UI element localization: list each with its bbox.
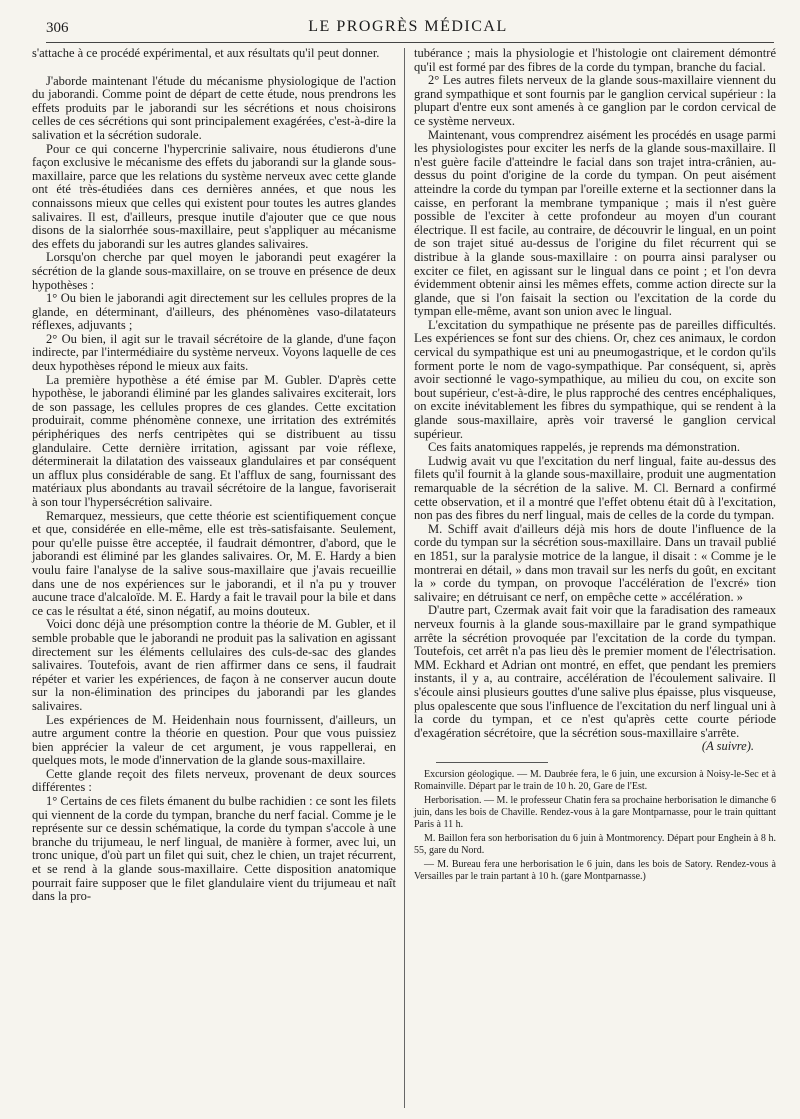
paragraph: La première hypothèse a été émise par M. Gubler. D'après cette hypothèse, le jaborandi éliminé par les glandes salivaires exciterait, lors de son passage, les cellules propres de ces glandes. Cette excitation produirait, comme phénomène connexe, une irritation des extrémités périphériques des nerfs centripètes qui se distribuent au tissu glandulaire. Cette dernière irritation, agissant par voie réflexe, déterminerait la dilatation des vaisseaux glandulaires et par conséquent un afflux plus considérable de sang. Et l'afflux de sang, fournissant des matériaux plus abondants au travail sécrétoire de la langue, favoriserait à son tour l'hypersécrétion salivaire.: [32, 372, 396, 509]
header-rule: [46, 42, 774, 43]
running-title: LE PROGRÈS MÉDICAL: [308, 18, 508, 35]
paragraph: 1° Ou bien le jaborandi agit directement sur les cellules propres de la glande, en déterminant, d'ailleurs, des phénomènes vaso-dilatateurs réflexes, adjuvants ;: [32, 291, 396, 333]
news-item: Excursion géologique. — M. Daubrée fera, le 6 juin, une excursion à Noisy-le-Sec et à Romainville. Départ par le train de 10 h. 20, Gare de l'Est.: [414, 768, 776, 792]
paragraph: M. Schiff avait d'ailleurs déjà mis hors de doute l'influence de la corde du tympan sur la sécrétion sous-maxillaire. Dans un travail publié en 1851, sur la paralysie motrice de la langue, il disait : « Comme je le montrerai en détail, » dans mon travail sur les nerfs du goût, en excitant la » corde du tympan, on provoque l'accélération de l'excré» tion salivaire; en détruisant ce nerf, on empêche cette » accélération. »: [414, 521, 776, 604]
paragraph: Maintenant, vous comprendrez aisément les procédés en usage parmi les physiologistes pour exciter les nerfs de la glande sous-maxillaire. Il n'est guère facile d'atteindre le facial dans son trajet intra-crânien, au-dessus du point d'origine de la corde du tympan. On peut aisément atteindre la corde du tympan par l'oreille externe et la sectionner dans la caisse, en perforant la membrane tympanique ; mais il n'est guère possible de l'exciter à cette profondeur au moyen d'un courant électrique. Il est facile, au contraire, de découvrir le lingual, en un point de son trajet situé au-dessus de l'origine du filet récurrent qui se distribue à la glande sous-maxillaire : on pourra ainsi paralyser ou exciter ce filet, en agissant sur le lingual dans ce point ; et l'on devra évidemment obtenir ainsi les mêmes effets, comme action directe sur la glande, que si l'on faisait la section ou l'excitation de la corde du tympan elle-même, avant son union avec le lingual.: [414, 127, 776, 319]
paragraph: Ces faits anatomiques rappelés, je reprends ma démonstration.: [428, 440, 741, 455]
paragraph: Voici donc déjà une présomption contre la théorie de M. Gubler, et il semble probable que le jaborandi ne produit pas la salivation en agissant directement sur les éléments cellulaires des culs-de-sac des glandes salivaires. Toutefois, avant de rien affirmer dans ce sens, il faudrait répéter et varier les expériences, de façon à ne conserver aucun doute sur la non-élimination des principes du jaborandi par les glandes salivaires.: [32, 617, 396, 713]
paragraph: J'aborde maintenant l'étude du mécanisme physiologique de l'action du jaborandi. Comme point de départ de cette étude, nous prendrons les effets produits par le jaborandi sur les sécrétions et nous choisirons celles de ces sécrétions qui sont principalement exagérées, c'est-à-dire la salivation et la sécrétion sudorale.: [32, 73, 396, 142]
page-number: 306: [46, 20, 69, 36]
paragraph: tubérance ; mais la physiologie et l'histologie ont clairement démontré qu'il est formé par des fibres de la corde du tympan, branche du facial.: [414, 46, 776, 74]
column-divider: [404, 48, 405, 1108]
paragraph: s'attache à ce procédé expérimental, et aux résultats qu'il peut donner.: [32, 46, 380, 60]
paragraph: Pour ce qui concerne l'hypercrinie salivaire, nous étudierons d'une façon exclusive le mécanisme des effets du jaborandi sur la glande sous-maxillaire, parce que les relations du système nerveux avec cette glande ont été très-étudiées dans ces dernières années, et que nous les connaissons mieux que celles qui existent pour toutes les autres glandes salivaires. Il est, d'ailleurs, presque inutile d'ajouter que ce que nous disons de la sialorrhée sous-maxillaire, peut s'appliquer au mécanisme des effets du jaborandi sur les autres glandes salivaires.: [32, 141, 396, 251]
paragraph: Lorsqu'on cherche par quel moyen le jaborandi peut exagérer la sécrétion de la glande sous-maxillaire, on se trouve en présence de deux hypothèses :: [32, 250, 396, 292]
news-briefs: [414, 769, 776, 883]
right-column: [414, 47, 776, 885]
paragraph: 1° Certains de ces filets émanent du bulbe rachidien : ce sont les filets qui viennent de la corde du tympan, branche du nerf facial. Comme je le représente sur ce dessin schématique, la corde du tympan s'accole à une branche du trijumeau, le nerf lingual, de manière à former, avec lui, un tronc unique, d'où part un filet qui suit, chez le chien, un trajet récurrent, et se rend à la glande sous-maxillaire. Cette disposition anatomique pourrait faire supposer que le filet glandulaire vient du trijumeau et naît dans la pro-: [32, 794, 396, 904]
news-item: M. Baillon fera son herborisation du 6 juin à Montmorency. Départ pour Enghein à 8 h. 55, gare du Nord.: [414, 832, 776, 856]
paragraph: 2° Ou bien, il agit sur le travail sécrétoire de la glande, d'une façon indirecte, par l'intermédiaire du système nerveux. Voyons laquelle de ces deux hypothèses répond le mieux aux faits.: [32, 331, 396, 374]
paragraph: L'excitation du sympathique ne présente pas de pareilles difficultés. Les expériences se font sur des chiens. Or, chez ces animaux, le cordon cervical du sympathique est uni au pneumogastrique, et le cordon qu'ils forment porte le nom de vago-sympathique. Par conséquent, si, après avoir sectionné le vago-sympathique, au milieu du cou, on excite son bout supérieur, c'est-à-dire, le plus rapproché des centres encéphaliques, on excite inévitablement les fibres du sympathique, qui se rendent à la glande sous-maxillaire, après voir traversé le ganglion cervical supérieur.: [414, 317, 776, 441]
left-column: [32, 47, 396, 904]
news-item: Herborisation. — M. le professeur Chatin fera sa prochaine herborisation le dimanche 6 juin, dans les bois de Chaville. Rendez-vous à la gare Montparnasse, pour le train quittant Paris à 11 h.: [414, 794, 776, 830]
page-header: [46, 18, 770, 40]
paragraph: Remarquez, messieurs, que cette théorie est scientifiquement conçue et que, considérée en elle-même, elle est très-satisfaisante. Seulement, pour qu'elle puisse être acceptée, il faudrait démontrer, d'abord, que le jaborandi est éliminé par les glandes salivaires. Or, M. E. Hardy a bien voulu faire l'analyse de la salive sous-maxillaire que j'avais recueillie dans une de nos expériences sur le jaborandi, et il n'a pu y trouver aucune trace d'alcaloïde. M. E. Hardy a fait le travail pour la bile et dans ce cas le résultat a été, sinon négatif, au moins douteux.: [32, 508, 396, 618]
paragraph: D'autre part, Czermak avait fait voir que la faradisation des rameaux nerveux fournis à la glande sous-maxillaire par le grand sympathique arrête la sécrétion provoquée par l'excitation de la corde du tympan. Toutefois, cet arrêt n'a pas lieu dès le premier moment de l'électrisation. MM. Eckhard et Adrian ont montré, en effet, que pendant les premiers instants, il y a, au contraire, accélération de l'écoulement salivaire. Il s'écoule ainsi plusieurs gouttes d'une salive plus épaisse, plus visqueuse, plus opalescente que sous l'influence de l'excitation du nerf lingual uni à la corde du tympan, et ce n'est qu'après cette courte période d'exagération sécrétoire, que la sécrétion sous-maxillaire s'arrête.: [414, 603, 776, 740]
news-separator: [436, 762, 548, 763]
to-be-continued-label: (A suivre).: [701, 739, 754, 754]
news-item: — M. Bureau fera une herborisation le 6 juin, dans les bois de Satory. Rendez-vous à Versailles par le train partant à 10 h. (gare Montparnasse.): [414, 858, 776, 882]
paragraph: 2° Les autres filets nerveux de la glande sous-maxillaire viennent du grand sympathique et sont fournis par le ganglion cervical supérieur : la plupart d'entre eux sont amenés à ce ganglion par le cordon cervical de ce système nerveux.: [414, 73, 776, 128]
paragraph: Cette glande reçoit des filets nerveux, provenant de deux sources différentes :: [32, 766, 396, 795]
paragraph: Ludwig avait vu que l'excitation du nerf lingual, faite au-dessus des filets qu'il fournit à la glande sous-maxillaire, produit une augmentation remarquable de la sécrétion de la salive. M. Cl. Bernard a confirmé cette observation, et il a montré que l'effet obtenu était dû à l'excitation, non pas des fibres du nerf lingual, mais de celles de la corde du tympan.: [414, 453, 776, 523]
paragraph: Les expériences de M. Heidenhain nous fournissent, d'ailleurs, un autre argument contre la théorie en question. Pour que vous puissiez bien apprécier la valeur de cet argument, je vous rappellerai, en quelques mots, le mode d'innervation de la glande sous-maxillaire.: [32, 712, 396, 768]
